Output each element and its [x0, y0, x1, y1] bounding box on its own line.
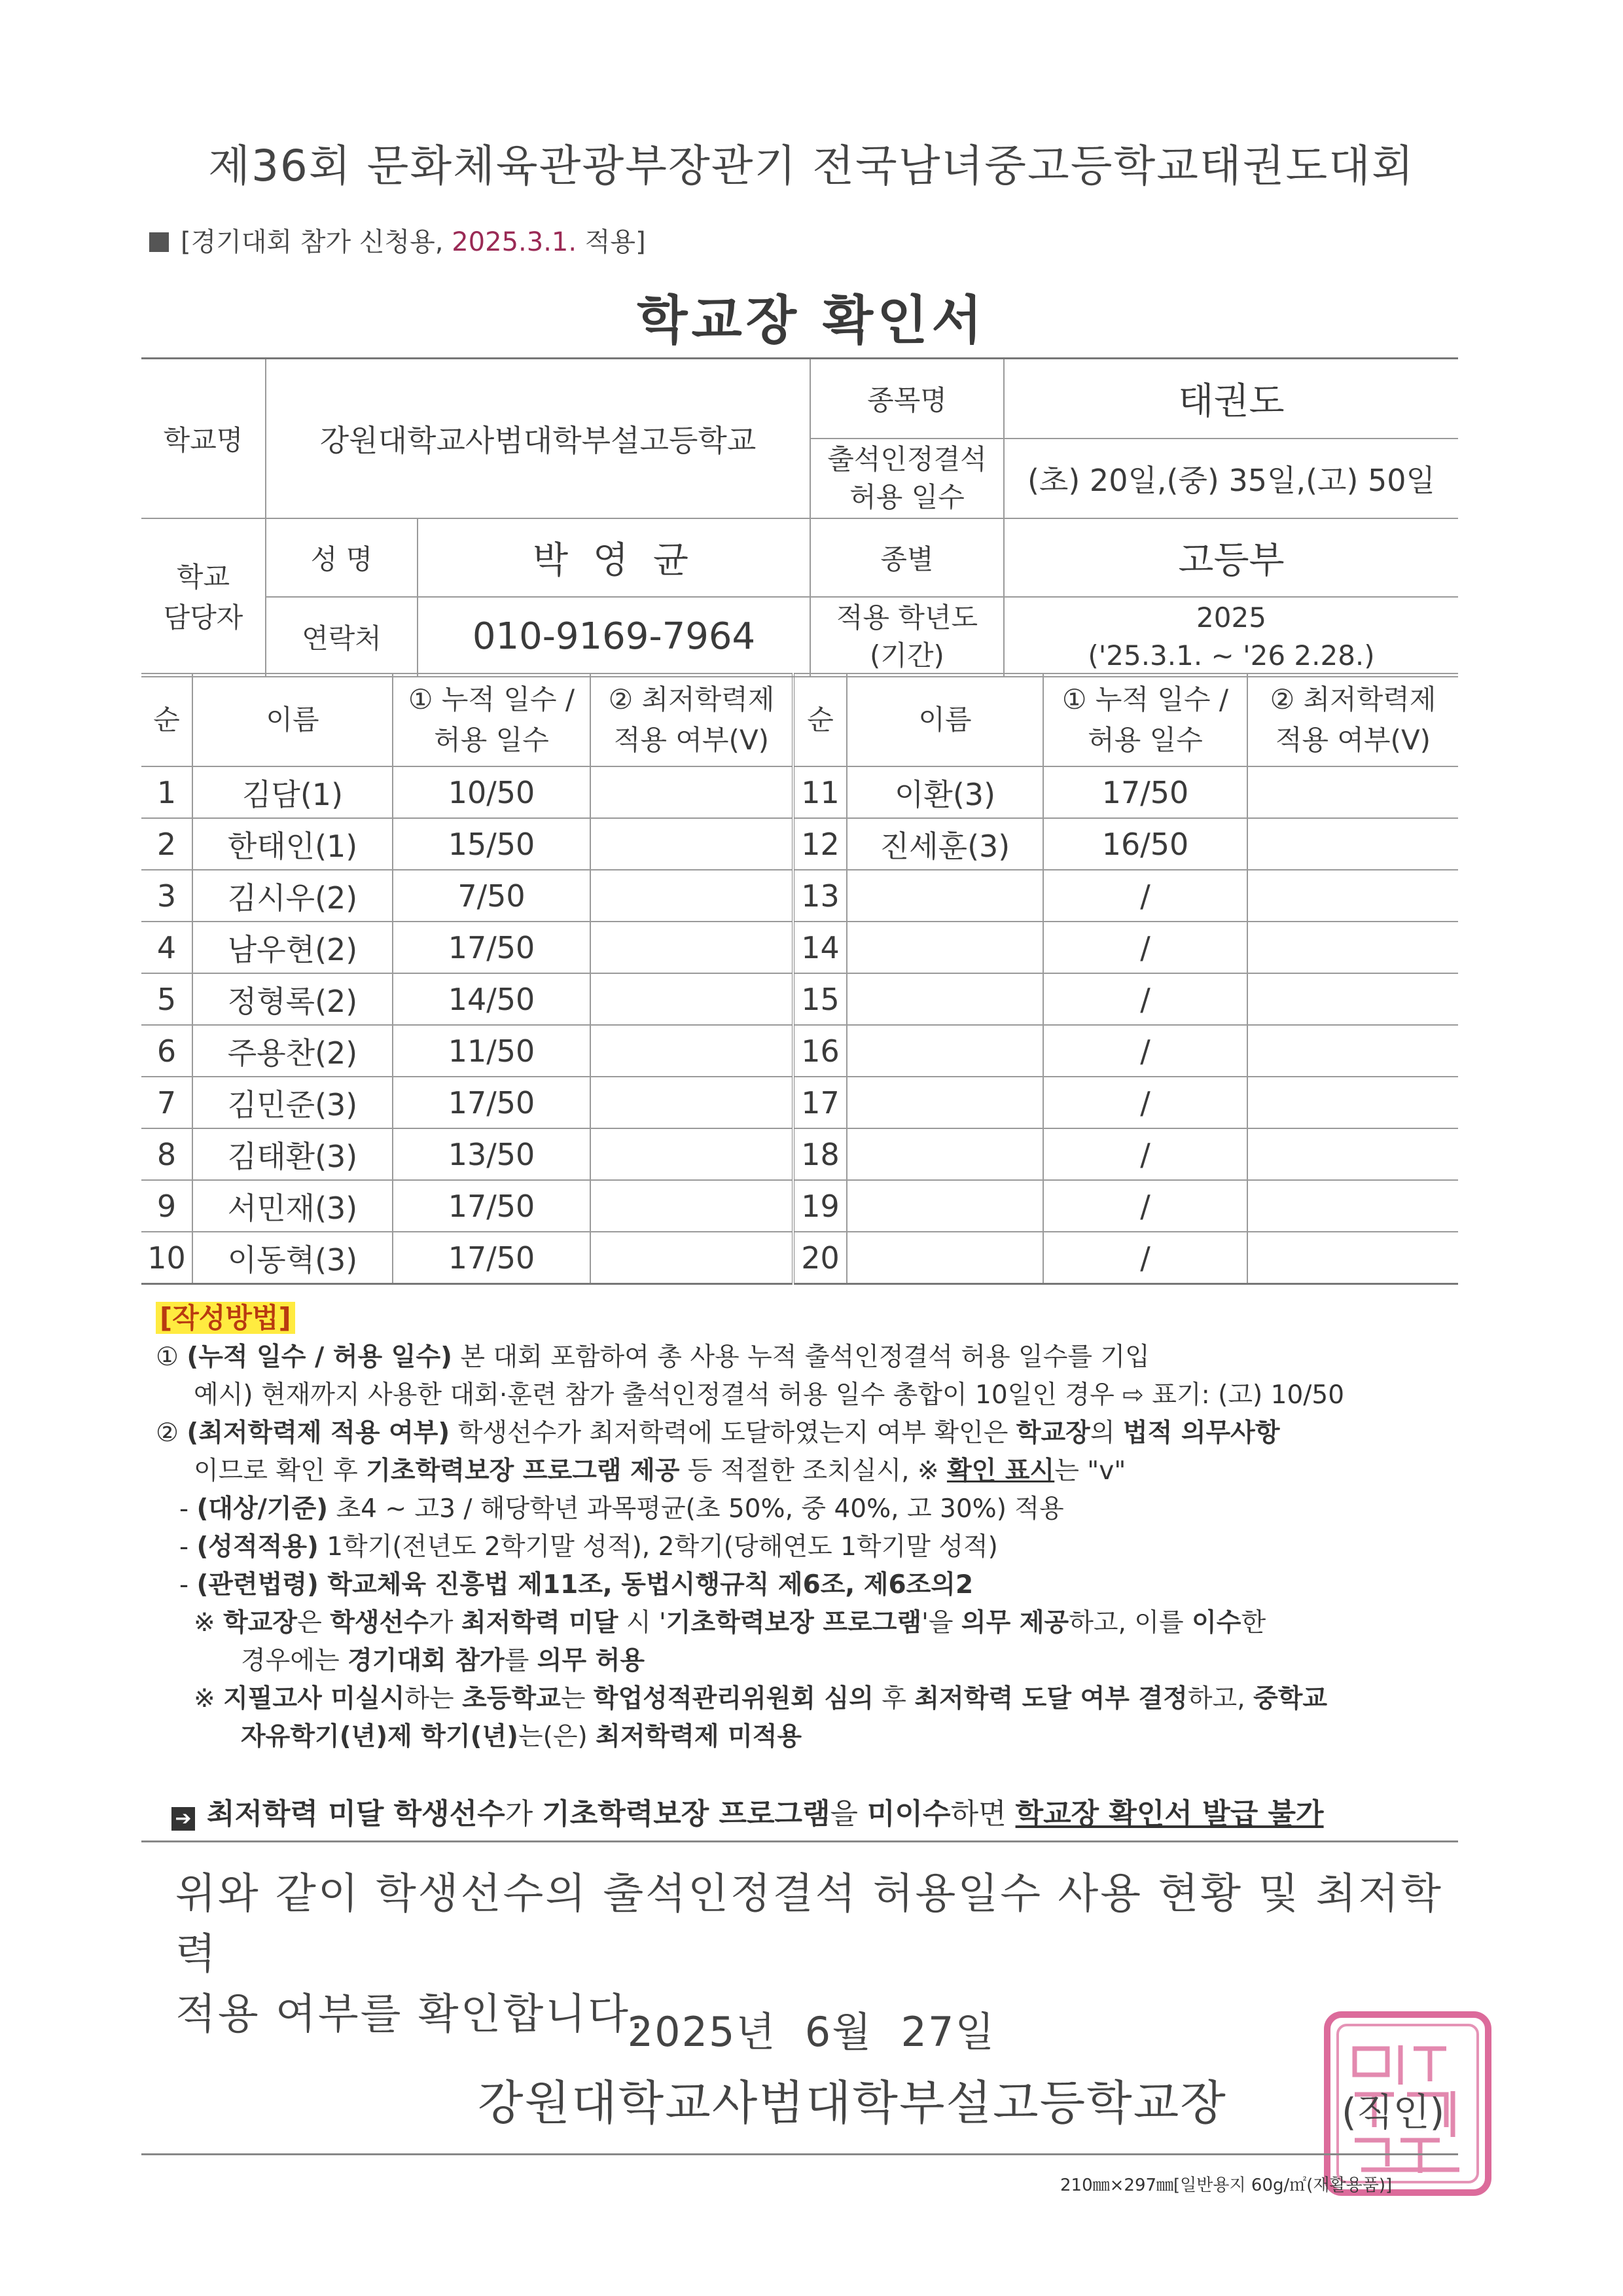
row-name: 김시우(2): [192, 870, 393, 922]
row-name: 한태인(1): [192, 818, 393, 870]
row-min: [1247, 1232, 1458, 1284]
g9b1: 경기대회 참가: [348, 1646, 505, 1676]
g10b4: 최저학력 도달 여부 결정: [914, 1684, 1188, 1713]
guide-l4-text3: 는 "v": [1054, 1456, 1126, 1486]
guide-l3-text2: 의: [1090, 1418, 1123, 1448]
row-no: 7: [141, 1077, 192, 1128]
division-value: 고등부: [1004, 518, 1458, 597]
roster-table: [141, 673, 1458, 1285]
row-no: 18: [793, 1128, 847, 1180]
table-row: [141, 1232, 1458, 1284]
seal-mark: (직인): [1342, 2090, 1445, 2134]
row-no: 17: [793, 1077, 847, 1128]
info-table: [141, 357, 1458, 677]
guide-l1-text: 본 대회 포함하여 총 사용 누적 출석인정결석 허용 일수를 기입: [452, 1342, 1150, 1372]
row-name: [847, 1025, 1043, 1077]
guide-l3-bold: (최저학력제 적용 여부): [187, 1418, 450, 1448]
school-label: 학교명: [141, 359, 266, 518]
g8b1: 학교장: [223, 1608, 298, 1638]
dash: -: [179, 1570, 197, 1600]
row-days: 17/50: [1043, 766, 1247, 818]
row-no: 11: [793, 766, 847, 818]
guide-l3-text: 학생선수가 최저학력에 도달하였는지 여부 확인은: [450, 1418, 1016, 1448]
guide-l4-underline: 확인 표시: [946, 1456, 1055, 1486]
row-no: 3: [141, 870, 192, 922]
confirm-line-2: 적용 여부를 확인합니다.: [175, 1990, 646, 2039]
guide-l5-text: 초4 ~ 고3 / 해당학년 과목평균(초 50%, 중 40%, 고 30%) 적용: [328, 1494, 1064, 1524]
g8t3: 시 ': [618, 1608, 666, 1638]
row-min: [590, 870, 793, 922]
row-name: [847, 1180, 1043, 1232]
table-row: [141, 922, 1458, 973]
row-min: [1247, 922, 1458, 973]
row-days: 14/50: [393, 973, 590, 1025]
row-min: [1247, 973, 1458, 1025]
col-days-2nd-2: 허용 일수: [1088, 724, 1203, 756]
g11b1: 자유학기(년)제 학기(년): [241, 1722, 518, 1751]
allow-days-value: (초) 20일,(중) 35일,(고) 50일: [1004, 439, 1458, 518]
row-days: 15/50: [393, 818, 590, 870]
note-mark: ※: [194, 1608, 224, 1638]
fn-b2: 기초학력보장 프로그램: [542, 1797, 830, 1831]
guide-line-11: [156, 1718, 1465, 1756]
row-name: 남우현(2): [192, 922, 393, 973]
col-days: [393, 673, 590, 766]
divider: [141, 1840, 1458, 1842]
row-days: /: [1043, 973, 1247, 1025]
name-label: 성 명: [266, 518, 418, 597]
guide-line-7: [156, 1566, 1465, 1604]
guide-l6-text: 1학기(전년도 2학기말 성적), 2학기(당해연도 1학기말 성적): [318, 1532, 998, 1562]
manager-label: [141, 518, 266, 677]
row-min: [590, 766, 793, 818]
g8b6: 이수: [1192, 1608, 1241, 1638]
manager-name: 박 영 균: [418, 518, 810, 597]
row-name: 주용찬(2): [192, 1025, 393, 1077]
confirm-line-1: 위와 같이 학생선수의 출석인정결석 허용일수 사용 현황 및 최저학력: [175, 1870, 1443, 1979]
guide-line-8: [156, 1604, 1465, 1642]
row-min: [1247, 818, 1458, 870]
row-days: 17/50: [393, 1077, 590, 1128]
g8t6: 한: [1241, 1608, 1266, 1638]
event-label: 종목명: [810, 359, 1004, 439]
row-no: 15: [793, 973, 847, 1025]
manager-label-1: 학교: [176, 560, 230, 593]
row-name: 이동혁(3): [192, 1232, 393, 1284]
row-min: [1247, 766, 1458, 818]
guide-line-6: [156, 1528, 1465, 1566]
principal-name: 강원대학교사범대학부설고등학교장: [478, 2075, 1227, 2130]
row-name: 김태환(3): [192, 1128, 393, 1180]
row-min: [590, 1025, 793, 1077]
fn-b1: 최저학력 미달 학생선수: [207, 1797, 505, 1831]
g10t2: 는: [560, 1684, 594, 1713]
g10t3: 후: [873, 1684, 915, 1713]
row-no: 9: [141, 1180, 192, 1232]
row-days: 16/50: [1043, 818, 1247, 870]
row-days: 17/50: [393, 1232, 590, 1284]
row-name: [847, 870, 1043, 922]
row-no: 10: [141, 1232, 192, 1284]
sign-date: 2025년 6월 27일: [627, 2008, 996, 2056]
guide-tag: [작성방법]: [156, 1302, 295, 1334]
sub-suffix: 적용]: [577, 227, 646, 257]
row-no: 1: [141, 766, 192, 818]
row-days: 10/50: [393, 766, 590, 818]
row-min: [590, 1128, 793, 1180]
row-name: 이환(3): [847, 766, 1043, 818]
dash: -: [179, 1494, 197, 1524]
allow-days-label-2: 허용 일수: [849, 480, 965, 513]
table-row: [141, 1077, 1458, 1128]
table-row: [141, 1025, 1458, 1077]
col-days-2nd-1: ① 누적 일수 /: [1061, 683, 1229, 715]
row-days: /: [1043, 1180, 1247, 1232]
row-no: 16: [793, 1025, 847, 1077]
col-min-2nd-2: 적용 여부(V): [1275, 724, 1431, 756]
allow-days-label-1: 출석인정결석: [827, 442, 987, 475]
year-value-2: ('25.3.1. ~ '26 2.28.): [1088, 639, 1375, 672]
row-min: [590, 922, 793, 973]
fn-t3: 하면: [950, 1797, 1016, 1831]
dash: -: [179, 1532, 197, 1562]
g8b5: 의무 제공: [961, 1608, 1069, 1638]
g9t1: 경우에는: [241, 1646, 348, 1676]
guide-l5-bold: (대상/기준): [196, 1494, 329, 1524]
row-min: [1247, 1180, 1458, 1232]
row-name: 서민재(3): [192, 1180, 393, 1232]
row-days: /: [1043, 870, 1247, 922]
row-days: 17/50: [393, 922, 590, 973]
row-name: [847, 1232, 1043, 1284]
row-no: 2: [141, 818, 192, 870]
col-days-1: ① 누적 일수 /: [408, 683, 575, 715]
g8t1: 은: [297, 1608, 330, 1638]
guide-l4-text2: 등 적절한 조치실시, ※: [679, 1456, 947, 1486]
row-name: 진세훈(3): [847, 818, 1043, 870]
guide-line-4: [156, 1452, 1465, 1490]
arrow-right-icon: ➔: [171, 1807, 195, 1831]
row-no: 4: [141, 922, 192, 973]
table-row: [141, 1180, 1458, 1232]
row-name: [847, 973, 1043, 1025]
guide-line-2: 예시) 현재까지 사용한 대회·훈련 참가 출석인정결석 허용 일수 총합이 10일인 경우 ⇨ 표기: (고) 10/50: [194, 1380, 1345, 1410]
divider: [141, 2153, 1458, 2155]
fn-underline: 학교장 확인서 발급 불가: [1015, 1797, 1324, 1831]
col-name: 이름: [192, 673, 393, 766]
sub-header: [149, 221, 646, 259]
fn-t2: 을: [830, 1797, 868, 1831]
col-min-2: 적용 여부(V): [613, 724, 770, 756]
division-label: 종별: [810, 518, 1004, 597]
col-name-2: 이름: [847, 673, 1043, 766]
g10b3: 학업성적관리위원회 심의: [593, 1684, 874, 1713]
row-min: [1247, 1025, 1458, 1077]
final-note: [171, 1790, 1324, 1832]
contact-label: 연락처: [266, 597, 418, 677]
col-days-2: 허용 일수: [434, 724, 549, 756]
guide-l7-bold: (관련법령) 학교체육 진흥법 제11조, 동법시행규칙 제6조, 제6조의2: [196, 1570, 974, 1600]
table-row: [141, 1128, 1458, 1180]
table-row: [141, 818, 1458, 870]
row-no: 13: [793, 870, 847, 922]
row-min: [1247, 870, 1458, 922]
row-days: 11/50: [393, 1025, 590, 1077]
year-label: [810, 597, 1004, 677]
row-no: 8: [141, 1128, 192, 1180]
guide-l4-bold: 기초학력보장 프로그램 제공: [366, 1456, 680, 1486]
guide-l3-bold3: 법적 의무사항: [1122, 1418, 1280, 1448]
g8t2: 가: [428, 1608, 461, 1638]
sub-date: 2025.3.1.: [452, 227, 577, 257]
row-days: /: [1043, 1128, 1247, 1180]
guide-line-3: [156, 1414, 1465, 1452]
g9b2: 의무 허용: [537, 1646, 645, 1676]
writing-guide: [156, 1299, 1465, 1756]
year-label-1: 적용 학년도: [836, 601, 978, 634]
guide-line-5: [156, 1490, 1465, 1528]
row-name: [847, 922, 1043, 973]
row-days: 7/50: [393, 870, 590, 922]
year-value: [1004, 597, 1458, 677]
g8t4: '을: [921, 1608, 961, 1638]
table-row: [141, 973, 1458, 1025]
row-no: 19: [793, 1180, 847, 1232]
g11t1: 는(은): [518, 1722, 596, 1751]
g11b2: 최저학력제 미적용: [596, 1722, 802, 1751]
year-value-1: 2025: [1196, 601, 1266, 634]
row-days: /: [1043, 1025, 1247, 1077]
guide-l3-bold2: 학교장: [1016, 1418, 1090, 1448]
g8t5: 하고, 이를: [1069, 1608, 1192, 1638]
row-min: [590, 1077, 793, 1128]
circled-2: ②: [156, 1418, 179, 1448]
col-min-2nd-1: ② 최저학력제: [1270, 683, 1436, 715]
g10t1: 하는: [404, 1684, 463, 1713]
row-name: 김담(1): [192, 766, 393, 818]
row-no: 14: [793, 922, 847, 973]
g8b4: 기초학력보장 프로그램: [666, 1608, 922, 1638]
row-days: 13/50: [393, 1128, 590, 1180]
contact-value: 010-9169-7964: [418, 597, 810, 677]
table-row: [141, 766, 1458, 818]
competition-title: 제36회 문화체육관광부장관기 전국남녀중고등학교태권도대회: [208, 141, 1415, 191]
g10b2: 초등학교: [462, 1684, 561, 1713]
col-days-2nd: [1043, 673, 1247, 766]
note-mark: ※: [194, 1684, 224, 1713]
col-min-2nd: [1247, 673, 1458, 766]
col-min-1: ② 최저학력제: [608, 683, 775, 715]
guide-l1-bold: (누적 일수 / 허용 일수): [187, 1342, 452, 1372]
sub-prefix: [경기대회 참가 신청용,: [181, 227, 452, 257]
row-days: /: [1043, 1077, 1247, 1128]
row-name: [847, 1077, 1043, 1128]
guide-l4-text: 이므로 확인 후: [194, 1456, 366, 1486]
g8b3: 최저학력 미달: [461, 1608, 618, 1638]
row-days: 17/50: [393, 1180, 590, 1232]
square-bullet-icon: [149, 232, 169, 252]
row-name: 김민준(3): [192, 1077, 393, 1128]
row-no: 12: [793, 818, 847, 870]
document-title: 학교장 확인서: [637, 290, 986, 351]
row-min: [590, 818, 793, 870]
guide-line-1: [156, 1338, 1465, 1376]
year-label-2: (기간): [870, 639, 944, 672]
manager-label-2: 담당자: [163, 601, 243, 634]
row-name: 정형록(2): [192, 973, 393, 1025]
guide-line-10: [156, 1680, 1465, 1718]
event-value: 태권도: [1004, 359, 1458, 439]
row-min: [1247, 1128, 1458, 1180]
g10t4: 하고,: [1187, 1684, 1254, 1713]
row-no: 6: [141, 1025, 192, 1077]
row-no: 5: [141, 973, 192, 1025]
row-no: 20: [793, 1232, 847, 1284]
row-min: [590, 973, 793, 1025]
table-row: [141, 870, 1458, 922]
col-no: 순: [141, 673, 192, 766]
col-no-2: 순: [793, 673, 847, 766]
g10b1: 지필고사 미실시: [223, 1684, 405, 1713]
school-name: 강원대학교사범대학부설고등학교: [266, 359, 810, 518]
fn-b3: 미이수: [867, 1797, 951, 1831]
guide-line-9: [156, 1642, 1465, 1680]
g10b5: 중학교: [1253, 1684, 1328, 1713]
g8b2: 학생선수: [330, 1608, 429, 1638]
fn-t1: 가: [505, 1797, 543, 1831]
row-min: [590, 1180, 793, 1232]
row-min: [1247, 1077, 1458, 1128]
guide-l6-bold: (성적적용): [196, 1532, 319, 1562]
allow-days-label: [810, 439, 1004, 518]
row-min: [590, 1232, 793, 1284]
row-days: /: [1043, 1232, 1247, 1284]
col-min: [590, 673, 793, 766]
row-name: [847, 1128, 1043, 1180]
g9t2: 를: [504, 1646, 537, 1676]
circled-1: ①: [156, 1342, 179, 1372]
row-days: /: [1043, 922, 1247, 973]
footer-note: 210㎜×297㎜[일반용지 60g/㎡(재활용품)]: [1060, 2176, 1393, 2195]
